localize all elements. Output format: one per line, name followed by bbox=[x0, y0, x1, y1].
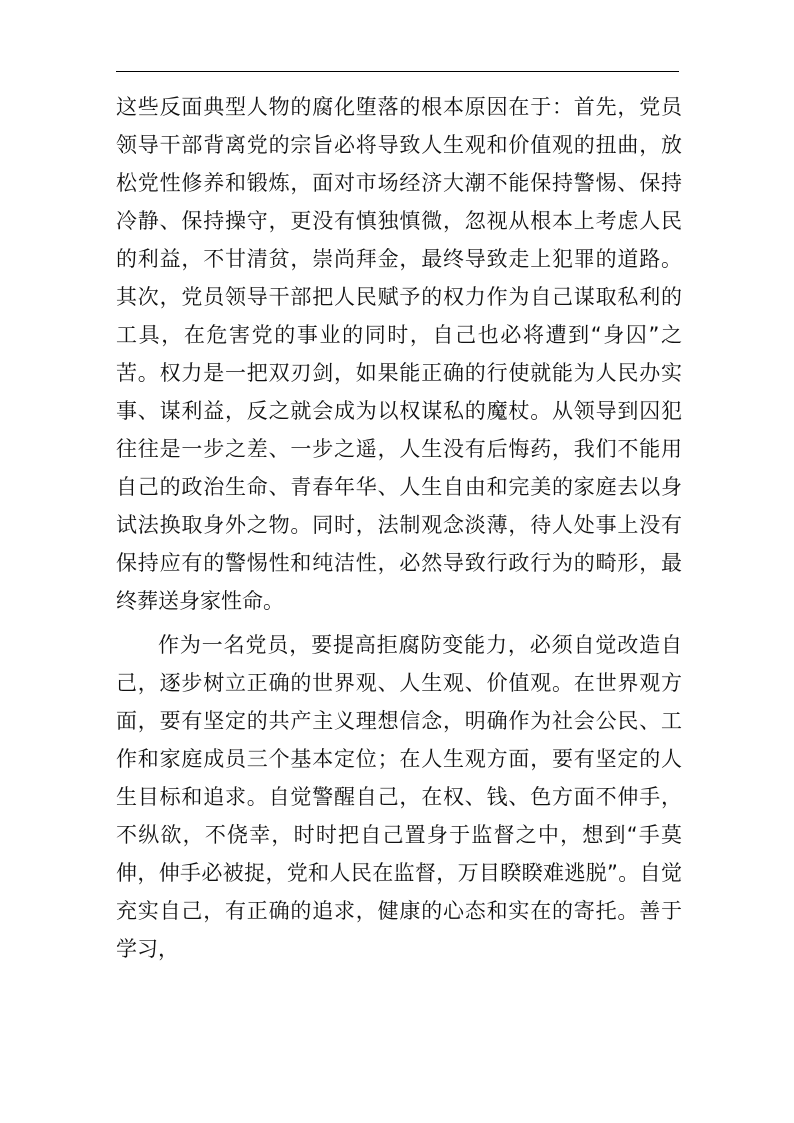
paragraph: 这些反面典型人物的腐化堕落的根本原因在于：首先，党员领导干部背离党的宗旨必将导致人生观和价值观的扭曲，放松党性修养和锻炼，面对市场经济大潮不能保持警惕、保持冷静、保持操守，更没有慎独慎微，忽视从根本上考虑人民的利益，不甘清贫，崇尚拜金，最终导致走上犯罪的道路。其次，党员领导干部把人民赋予的权力作为自己谋取私利的工具，在危害党的事业的同时，自己也必将遭到“身囚”之苦。权力是一把双刃剑，如果能正确的行使就能为人民办实事、谋利益，反之就会成为以权谋私的魔杖。从领导到囚犯往往是一步之差、一步之遥，人生没有后悔药，我们不能用自己的政治生命、青春年华、人生自由和完美的家庭去以身试法换取身外之物。同时，法制观念淡薄，待人处事上没有保持应有的警惕性和纯洁性，必然导致行政行为的畸形，最终葬送身家性命。 bbox=[116, 95, 682, 613]
document-body bbox=[116, 88, 682, 968]
header-rule bbox=[116, 71, 679, 72]
paragraph: 作为一名党员，要提高拒腐防变能力，必须自觉改造自己，逐步树立正确的世界观、人生观、价值观。在世界观方面，要有坚定的共产主义理想信念，明确作为社会公民、工作和家庭成员三个基本定位；在人生观方面，要有坚定的人生目标和追求。自觉警醒自己，在权、钱、色方面不伸手，不纵欲，不侥幸，时时把自己置身于监督之中，想到“手莫伸，伸手必被捉，党和人民在监督，万目睽睽难逃脱”。自觉充实自己，有正确的追求，健康的心态和实在的寄托。善于学习， bbox=[116, 633, 682, 961]
